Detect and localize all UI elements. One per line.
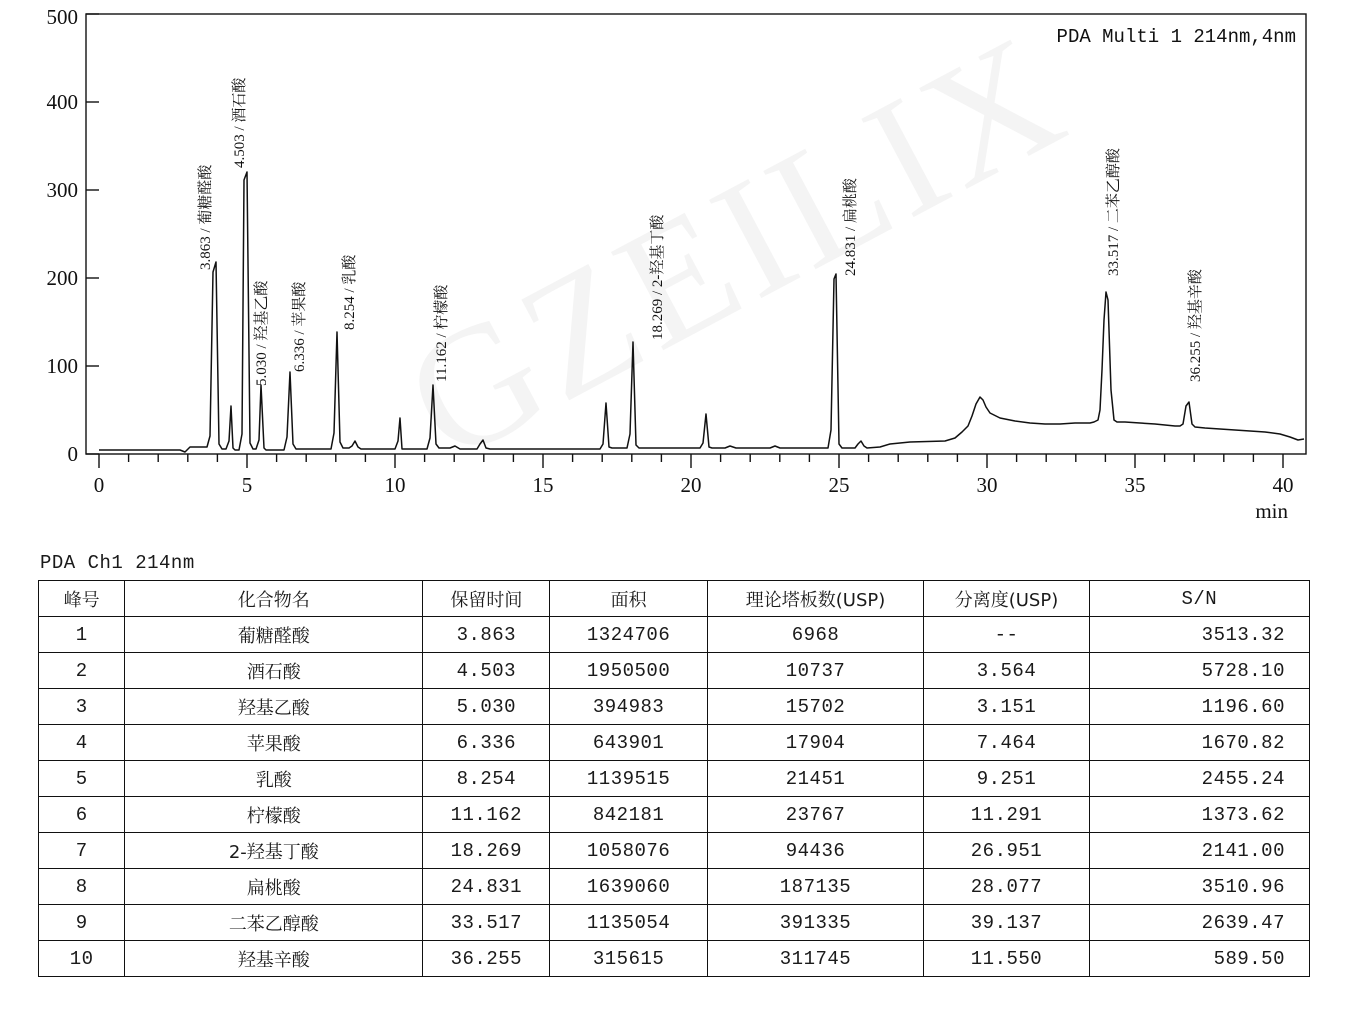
header-area: 面积 [550, 581, 707, 617]
x-tick-5: 5 [241, 473, 253, 497]
cell-plates: 21451 [707, 761, 924, 797]
header-sn: S/N [1089, 581, 1309, 617]
peak-annotation-3: 5.030 / 羟基乙酸 [254, 280, 270, 386]
cell-rt: 5.030 [423, 689, 550, 725]
cell-compound: 酒石酸 [125, 653, 423, 689]
x-tick-15: 15 [532, 473, 554, 497]
cell-compound: 扁桃酸 [125, 869, 423, 905]
cell-resolution: 3.151 [924, 689, 1089, 725]
cell-resolution: 3.564 [924, 653, 1089, 689]
peak-annotation-4: 6.336 / 苹果酸 [292, 281, 308, 372]
cell-compound: 2-羟基丁酸 [125, 833, 423, 869]
table-row [39, 725, 1310, 761]
cell-sn: 1373.62 [1089, 797, 1309, 833]
cell-sn: 3510.96 [1089, 869, 1309, 905]
table-row [39, 653, 1310, 689]
peak-annotation-group [196, 77, 1204, 386]
cell-peak-no: 2 [39, 653, 125, 689]
cell-peak-no: 1 [39, 617, 125, 653]
cell-area: 1639060 [550, 869, 707, 905]
chromatogram-trace [99, 172, 1304, 452]
cell-peak-no: 6 [39, 797, 125, 833]
cell-plates: 6968 [707, 617, 924, 653]
plot-frame [86, 14, 1306, 454]
cell-resolution: -- [924, 617, 1089, 653]
y-tick-400: 400 [46, 90, 78, 114]
cell-rt: 33.517 [423, 905, 550, 941]
peak-annotation-8: 24.831 / 扁桃酸 [843, 178, 859, 276]
cell-plates: 391335 [707, 905, 924, 941]
y-tick-500: 500 [46, 5, 78, 29]
cell-compound: 柠檬酸 [125, 797, 423, 833]
cell-area: 1324706 [550, 617, 707, 653]
cell-rt: 24.831 [423, 869, 550, 905]
cell-resolution: 9.251 [924, 761, 1089, 797]
x-tick-35: 35 [1124, 473, 1146, 497]
cell-area: 1058076 [550, 833, 707, 869]
peak-results-table [38, 580, 1310, 977]
peak-annotation-10: 36.255 / 羟基辛酸 [1188, 269, 1204, 382]
cell-peak-no: 8 [39, 869, 125, 905]
cell-sn: 5728.10 [1089, 653, 1309, 689]
peak-annotation-1: 3.863 / 葡糖醛酸 [198, 164, 214, 270]
cell-sn: 2455.24 [1089, 761, 1309, 797]
table-caption: PDA Ch1 214nm [40, 552, 195, 574]
peak-annotation-5: 8.254 / 乳酸 [342, 254, 358, 330]
cell-resolution: 11.550 [924, 941, 1089, 977]
y-tick-labels [47, 5, 79, 466]
header-rt: 保留时间 [423, 581, 550, 617]
x-tick-40: 40 [1272, 473, 1294, 497]
cell-compound: 苹果酸 [125, 725, 423, 761]
cell-sn: 2639.47 [1089, 905, 1309, 941]
cell-rt: 11.162 [423, 797, 550, 833]
cell-area: 842181 [550, 797, 707, 833]
header-compound: 化合物名 [125, 581, 423, 617]
cell-peak-no: 9 [39, 905, 125, 941]
cell-rt: 8.254 [423, 761, 550, 797]
header-resolution: 分离度(USP) [924, 581, 1089, 617]
table-row [39, 797, 1310, 833]
cell-sn: 1670.82 [1089, 725, 1309, 761]
detector-label: PDA Multi 1 214nm,4nm [1056, 26, 1296, 48]
table-row [39, 689, 1310, 725]
table-row [39, 833, 1310, 869]
cell-area: 1139515 [550, 761, 707, 797]
y-tick-300: 300 [46, 178, 78, 202]
cell-rt: 18.269 [423, 833, 550, 869]
cell-compound: 羟基乙酸 [125, 689, 423, 725]
table-row [39, 761, 1310, 797]
cell-peak-no: 3 [39, 689, 125, 725]
cell-resolution: 39.137 [924, 905, 1089, 941]
cell-sn: 589.50 [1089, 941, 1309, 977]
y-tick-0: 0 [67, 442, 78, 466]
cell-resolution: 28.077 [924, 869, 1089, 905]
y-tick-100: 100 [46, 354, 78, 378]
cell-plates: 15702 [707, 689, 924, 725]
x-tick-10: 10 [384, 473, 406, 497]
peak-annotation-9: 33.517 / 二苯乙醇酸 [1106, 148, 1122, 276]
x-tick-25: 25 [828, 473, 850, 497]
cell-plates: 23767 [707, 797, 924, 833]
x-tick-labels [94, 473, 1294, 497]
header-plates: 理论塔板数(USP) [707, 581, 924, 617]
cell-peak-no: 10 [39, 941, 125, 977]
cell-rt: 36.255 [423, 941, 550, 977]
cell-plates: 94436 [707, 833, 924, 869]
cell-peak-no: 5 [39, 761, 125, 797]
cell-rt: 4.503 [423, 653, 550, 689]
peak-annotation-7: 18.269 / 2-羟基丁酸 [650, 214, 666, 340]
table-row [39, 941, 1310, 977]
x-tick-30: 30 [976, 473, 998, 497]
x-tick-0: 0 [93, 473, 105, 497]
cell-compound: 乳酸 [125, 761, 423, 797]
peak-annotation-2: 4.503 / 酒石酸 [232, 77, 248, 168]
cell-compound: 葡糖醛酸 [125, 617, 423, 653]
cell-sn: 3513.32 [1089, 617, 1309, 653]
cell-plates: 10737 [707, 653, 924, 689]
table-header-row [39, 581, 1310, 617]
y-axis [86, 14, 99, 454]
cell-compound: 羟基辛酸 [125, 941, 423, 977]
x-axis [99, 454, 1283, 468]
cell-area: 315615 [550, 941, 707, 977]
cell-resolution: 11.291 [924, 797, 1089, 833]
results-table-block [38, 552, 1310, 977]
cell-resolution: 26.951 [924, 833, 1089, 869]
header-peak-no: 峰号 [39, 581, 125, 617]
cell-peak-no: 4 [39, 725, 125, 761]
cell-area: 394983 [550, 689, 707, 725]
cell-area: 1950500 [550, 653, 707, 689]
cell-compound: 二苯乙醇酸 [125, 905, 423, 941]
cell-plates: 311745 [707, 941, 924, 977]
y-tick-200: 200 [46, 266, 78, 290]
x-tick-20: 20 [680, 473, 702, 497]
cell-peak-no: 7 [39, 833, 125, 869]
x-axis-unit-label: min [1255, 499, 1288, 523]
cell-rt: 6.336 [423, 725, 550, 761]
table-row [39, 905, 1310, 941]
cell-sn: 1196.60 [1089, 689, 1309, 725]
table-row [39, 617, 1310, 653]
cell-resolution: 7.464 [924, 725, 1089, 761]
table-row [39, 869, 1310, 905]
cell-area: 643901 [550, 725, 707, 761]
peak-annotation-6: 11.162 / 柠檬酸 [434, 284, 450, 382]
cell-plates: 17904 [707, 725, 924, 761]
cell-area: 1135054 [550, 905, 707, 941]
cell-plates: 187135 [707, 869, 924, 905]
cell-sn: 2141.00 [1089, 833, 1309, 869]
cell-rt: 3.863 [423, 617, 550, 653]
